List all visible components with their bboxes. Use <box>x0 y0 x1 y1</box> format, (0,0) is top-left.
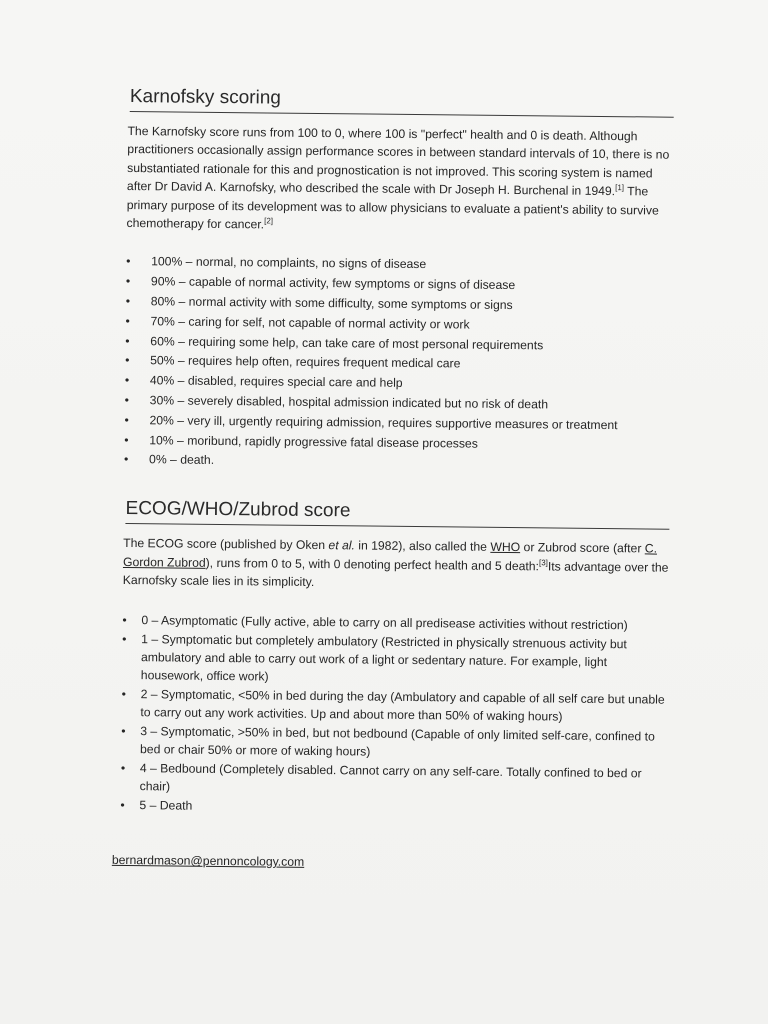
ecog-item <box>121 722 667 764</box>
reference-3[interactable]: [3] <box>538 557 548 567</box>
email-link[interactable]: bernardmason@pennoncology.com <box>111 853 305 870</box>
ecog-item <box>122 630 669 690</box>
ecog-intro-text: The ECOG score (published by Oken <box>123 536 329 553</box>
ecog-intro <box>123 534 670 595</box>
bullet-icon: • <box>125 274 131 289</box>
bullet-icon: • <box>120 761 126 776</box>
bullet-icon: • <box>121 724 126 739</box>
ecog-intro-text: ), runs from 0 to 5, with 0 denoting perfect health and 5 death: <box>205 555 540 573</box>
reference-2[interactable]: [2] <box>264 216 274 226</box>
karnofsky-intro <box>126 122 673 238</box>
ecog-item <box>121 759 667 801</box>
bullet-icon: • <box>124 412 129 427</box>
karnofsky-item-text: 80% – normal activity with some difficulty, some symptoms or signs <box>150 294 513 313</box>
ecog-item-text: 1 – Symptomatic but completely ambulatory (Restricted in physically strenuous activity but ambulatory and able to carry out work of a light or sedentary nature. For example, light housework, office work) <box>140 632 627 684</box>
karnofsky-item-text: 60% – requiring some help, can take care of most personal requirements <box>150 333 544 352</box>
karnofsky-item-text: 30% – severely disabled, hospital admission indicated but no risk of death <box>149 393 549 412</box>
ecog-item-text: 2 – Symptomatic, <50% in bed during the day (Ambulatory and capable of all self care but unable to carry out any work activities. Up and about more than 50% of waking hours) <box>140 687 665 725</box>
ecog-item-text: 5 – Death <box>139 798 193 814</box>
karnofsky-item-text: 70% – caring for self, not capable of normal activity or work <box>150 314 470 332</box>
document-body <box>111 86 674 873</box>
ecog-intro-text: or Zubrod score (after <box>520 540 645 556</box>
karnofsky-item-text: 90% – capable of normal activity, few symptoms or signs of disease <box>150 274 516 293</box>
bullet-icon: • <box>125 353 130 368</box>
zubrod-link[interactable]: C. Gordon Zubrod <box>122 541 658 570</box>
ecog-intro-text: in 1982), also called the <box>354 538 491 555</box>
karnofsky-item-text: 10% – moribund, rapidly progressive fatal disease processes <box>149 432 478 451</box>
karnofsky-item-text: 50% – requires help often, requires frequent medical care <box>150 353 461 371</box>
bullet-icon: • <box>125 313 130 328</box>
karnofsky-heading: Karnofsky scoring <box>130 86 674 118</box>
bullet-icon: • <box>126 254 131 269</box>
karnofsky-item-text: 0% – death. <box>149 452 215 468</box>
ecog-intro-text: Its advantage over the Karnofsky scale lies in its simplicity. <box>122 559 669 589</box>
ecog-intro-etal: et al. <box>328 538 355 553</box>
bullet-icon: • <box>124 392 130 408</box>
ecog-item-text: 3 – Symptomatic, >50% in bed, but not bedbound (Capable of only limited self-care, confined to bed or chair 50% or more of waking hours) <box>139 724 655 759</box>
karnofsky-intro-text-1: The Karnofsky score runs from 100 to 0, where 100 is "perfect" health and 0 is death. Although practitioners occasionally assign performance scores in between standard intervals of 10, there is no substantiated rationale for this and prognostication is not improved. This scoring system is named after Dr David A. Karnofsky, who described the scale with Dr Joseph H. Burchenal in 1949. <box>126 123 670 199</box>
karnofsky-intro-text-2: The primary purpose of its development was to allow physicians to evaluate a patient's ability to survive chemotherapy for cancer. <box>126 184 659 232</box>
karnofsky-item-text: 40% – disabled, requires special care and help <box>149 373 403 391</box>
reference-1[interactable]: [1] <box>615 183 625 193</box>
bullet-icon: • <box>122 613 127 628</box>
ecog-item-text: 0 – Asymptomatic (Fully active, able to carry on all predisease activities without restriction) <box>141 613 628 633</box>
bullet-icon: • <box>125 294 131 309</box>
bullet-icon: • <box>124 373 130 388</box>
karnofsky-list <box>124 252 672 475</box>
ecog-list <box>120 611 668 820</box>
bullet-icon: • <box>120 798 125 813</box>
karnofsky-item-text: 100% – normal, no complaints, no signs of disease <box>151 254 427 272</box>
bullet-icon: • <box>124 432 129 447</box>
ecog-item <box>121 685 667 727</box>
ecog-section <box>120 498 669 820</box>
bullet-icon: • <box>124 452 129 467</box>
ecog-item-text: 4 – Bedbound (Completely disabled. Cannot carry on any self-care. Totally confined to bed or chair) <box>139 761 642 794</box>
bullet-icon: • <box>125 333 130 348</box>
bullet-icon: • <box>121 687 126 702</box>
who-link[interactable]: WHO <box>490 540 521 555</box>
bullet-icon: • <box>122 632 127 647</box>
ecog-heading: ECOG/WHO/Zubrod score <box>125 498 669 530</box>
karnofsky-item-text: 20% – very ill, urgently requiring admission, requires supportive measures or treatment <box>149 413 618 432</box>
